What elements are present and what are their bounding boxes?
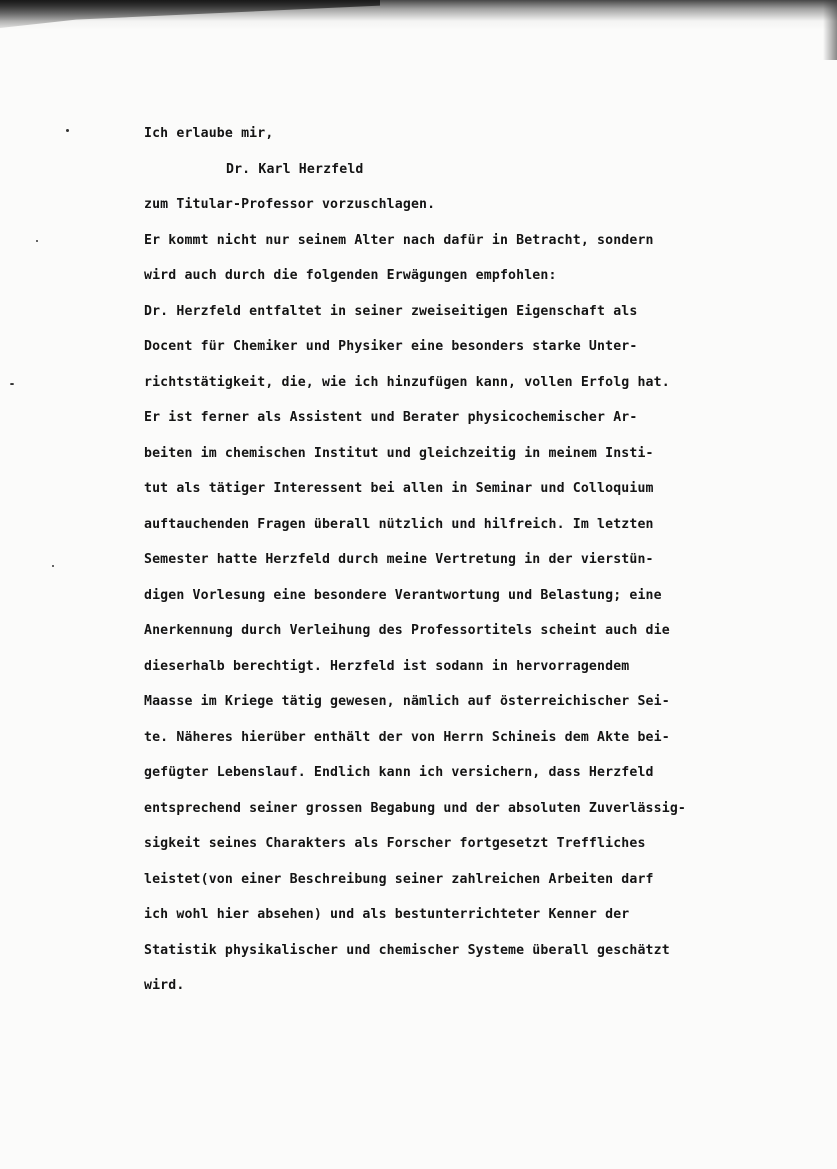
text-line: gefügter Lebenslauf. Endlich kann ich versichern, dass Herzfeld — [144, 765, 654, 780]
text-line: Ich erlaube mir, — [144, 126, 274, 141]
text-line: Maasse im Kriege tätig gewesen, nämlich auf österreichischer Sei- — [144, 694, 670, 709]
text-line: Er ist ferner als Assistent und Berater physicochemischer Ar- — [144, 410, 638, 425]
text-line: sigkeit seines Charakters als Forscher fortgesetzt Treffliches — [144, 836, 646, 851]
text-line: Anerkennung durch Verleihung des Professortitels scheint auch die — [144, 623, 670, 638]
text-line: auftauchenden Fragen überall nützlich und hilfreich. Im letzten — [144, 516, 654, 532]
text-line: leistet(von einer Beschreibung seiner zahlreichen Arbeiten darf — [144, 871, 654, 887]
text-line: beiten im chemischen Institut und gleichzeitig in meinem Insti- — [144, 445, 654, 461]
text-line: te. Näheres hierüber enthält der von Herrn Schineis dem Akte bei- — [144, 729, 670, 745]
text-line: Er kommt nicht nur seinem Alter nach dafür in Betracht, sondern — [144, 232, 654, 248]
ink-speck — [66, 129, 69, 132]
text-line: Dr. Herzfeld entfaltet in seiner zweiseitigen Eigenschaft als — [144, 303, 638, 319]
text-line: entsprechend seiner grossen Begabung und der absoluten Zuverlässig- — [144, 800, 686, 816]
text-line: Docent für Chemiker und Physiker eine besonders starke Unter- — [144, 339, 638, 354]
ink-speck — [52, 565, 54, 567]
text-line: wird. — [144, 978, 185, 993]
text-line: Semester hatte Herzfeld durch meine Vertretung in der vierstün- — [144, 552, 654, 567]
text-line-name: Dr. Karl Herzfeld — [226, 161, 364, 177]
text-line: tut als tätiger Interessent bei allen in Seminar und Colloquium — [144, 481, 654, 496]
text-line: dieserhalb berechtigt. Herzfeld ist sodann in hervorragendem — [144, 658, 630, 674]
text-line: Statistik physikalischer und chemischer Systeme überall geschätzt — [144, 942, 670, 958]
scan-shadow-right — [823, 0, 837, 60]
text-line: ich wohl hier absehen) und als bestunterrichteter Kenner der — [144, 907, 630, 922]
text-line: digen Vorlesung eine besondere Verantwortung und Belastung; eine — [144, 587, 662, 603]
ink-speck — [36, 240, 38, 242]
text-line: richtstätigkeit, die, wie ich hinzufügen kann, vollen Erfolg hat. — [144, 374, 670, 390]
text-line: zum Titular-Professor vorzuschlagen. — [144, 197, 436, 212]
ink-speck — [10, 383, 14, 385]
letter-body — [144, 116, 830, 1004]
text-line: wird auch durch die folgenden Erwägungen empfohlen: — [144, 268, 557, 283]
